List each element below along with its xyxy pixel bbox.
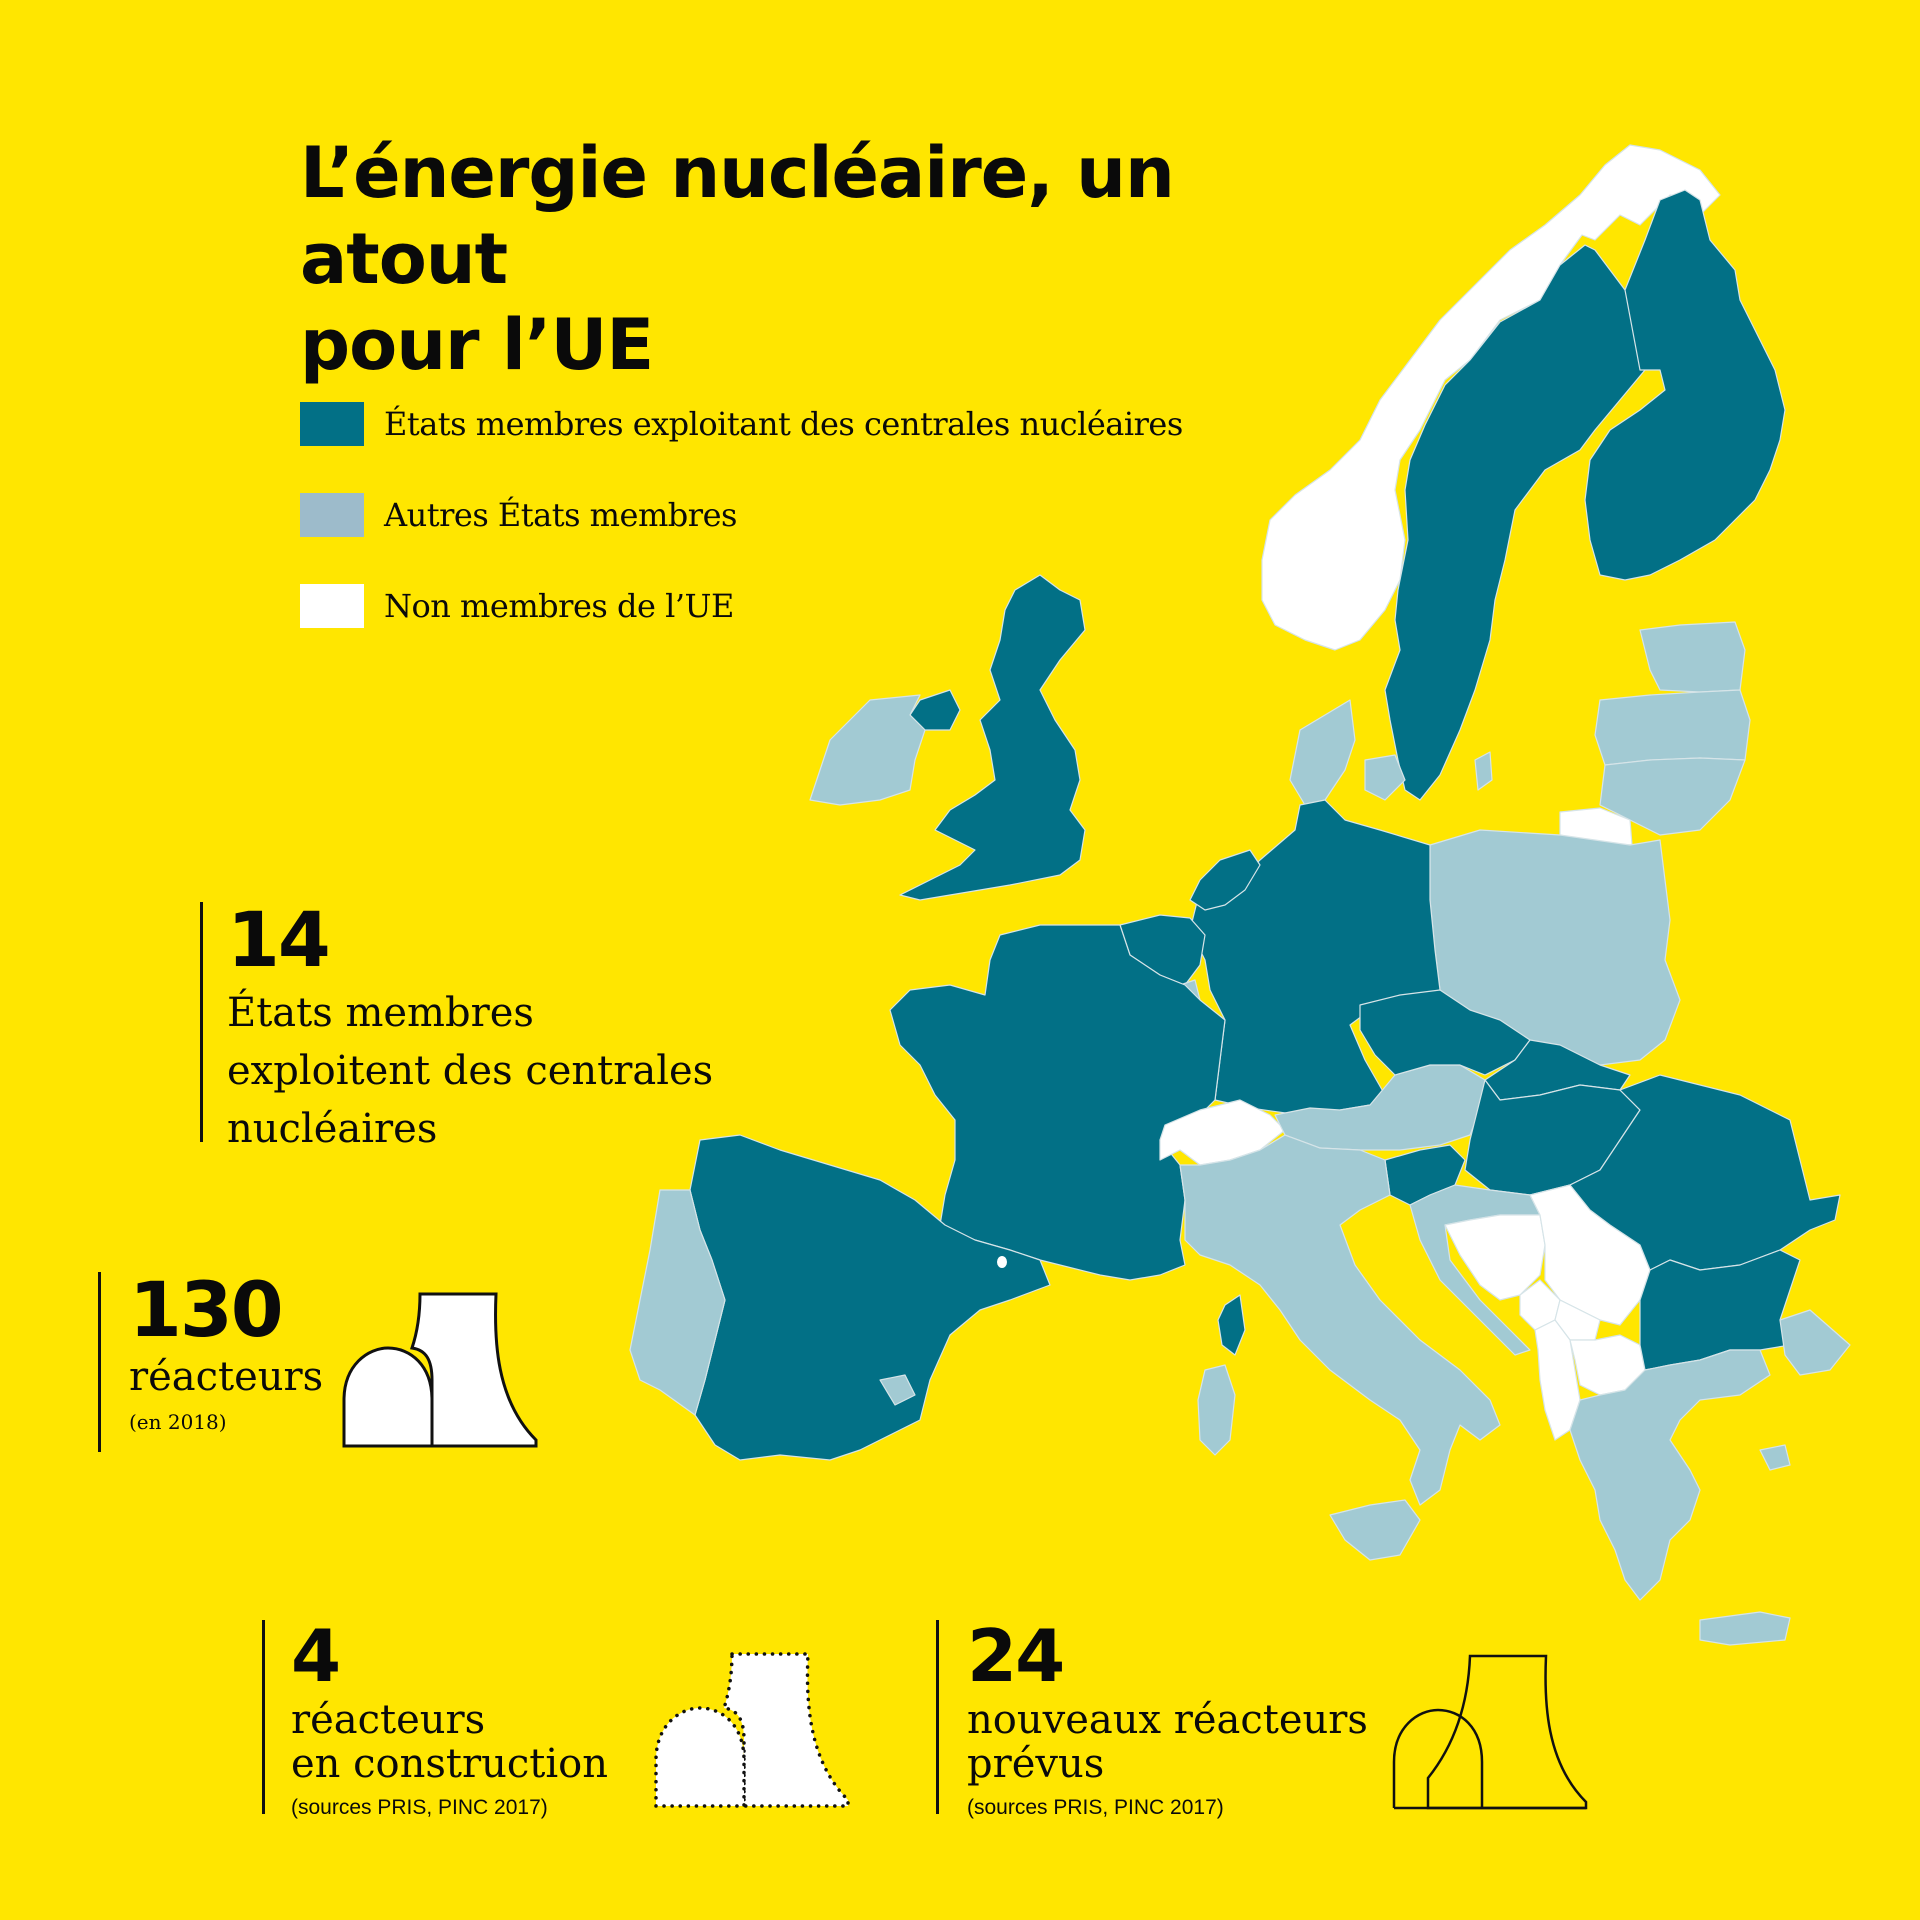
stat-label-line-2: prévus [967,1741,1105,1787]
country-andorra [997,1256,1007,1268]
title-line-1: L’énergie nucléaire, un atout [300,132,1174,300]
country-latvia [1595,690,1750,765]
island-sicily [1330,1500,1420,1560]
stat-value: 4 [291,1614,340,1698]
stat-label-line-1: réacteurs [291,1697,486,1743]
country-ireland [810,695,925,805]
stat-under-construction [262,1614,608,1819]
stat-label-line-2: exploitent des centrales [227,1048,714,1094]
stat-note: (sources PRIS, PINC 2017) [967,1796,1224,1819]
stat-value: 130 [129,1265,282,1354]
stat-reactors [98,1265,324,1452]
island-crete [1700,1612,1790,1645]
stat-note: (sources PRIS, PINC 2017) [291,1796,548,1819]
stat-note: (en 2018) [129,1410,227,1434]
stat-value: 24 [967,1614,1064,1698]
reactor-plant-solid-icon [340,1290,540,1450]
stat-member-states [200,895,714,1152]
reactor-plant-outline-icon [1390,1652,1590,1812]
country-uk-gb [900,575,1085,900]
legend-label: Non membres de l’UE [384,587,734,625]
stat-label-line-2: en construction [291,1741,608,1787]
island-sardinia [1198,1365,1235,1455]
country-estonia [1640,622,1745,692]
legend-label: Autres États membres [384,496,737,534]
island-lesbos [1760,1445,1790,1470]
legend-label: États membres exploitant des centrales nucléaires [384,405,1183,443]
reactor-plant-dotted-icon [652,1650,852,1810]
country-denmark [1290,700,1355,805]
island-gotland [1475,752,1492,790]
stat-value: 14 [227,895,329,984]
stat-label-line-3: nucléaires [227,1106,438,1152]
stat-label-line-1: États membres [227,990,534,1036]
stat-planned [936,1614,1368,1819]
island-corsica [1218,1295,1245,1355]
country-turkey-thrace [1780,1310,1850,1375]
country-bulgaria [1640,1250,1800,1370]
stat-label: réacteurs [129,1354,324,1400]
title-line-2: pour l’UE [300,304,654,386]
stat-label-line-1: nouveaux réacteurs [967,1697,1368,1743]
